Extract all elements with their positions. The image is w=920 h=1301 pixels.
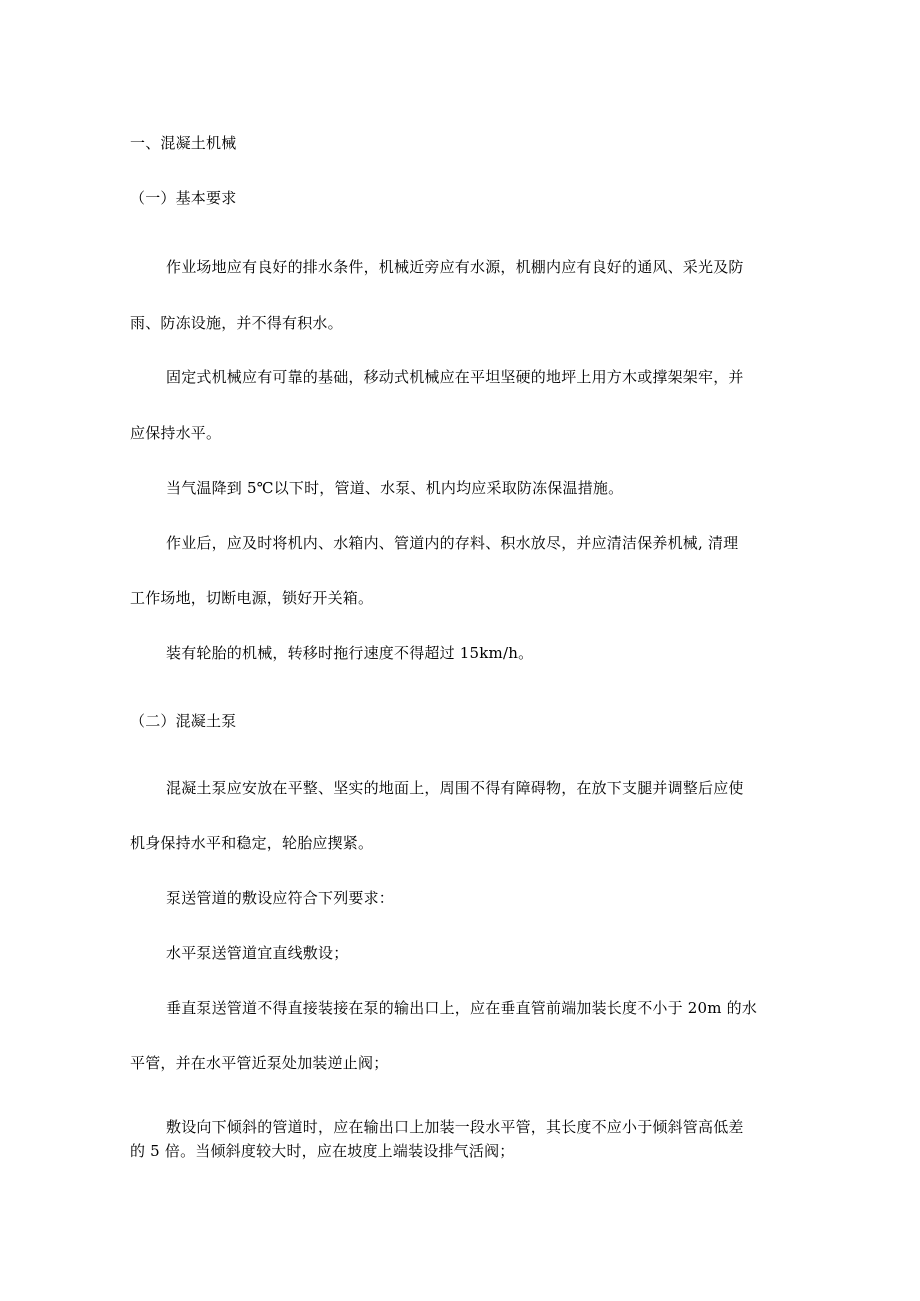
paragraph-line: 作业后，应及时将机内、水箱内、管道内的存料、积水放尽，并应清洁保养机械, 清理: [166, 534, 739, 552]
paragraph-line: 敷设向下倾斜的管道时，应在输出口上加装一段水平管，其长度不应小于倾斜管高低差: [166, 1118, 744, 1136]
paragraph-line: 平管，并在水平管近泵处加装逆止阀；: [130, 1054, 389, 1072]
paragraph-line: 泵送管道的敷设应符合下列要求：: [166, 889, 395, 907]
paragraph-line: 工作场地，切断电源，锁好开关箱。: [130, 589, 374, 607]
paragraph-line: 雨、防冻设施，并不得有积水。: [130, 314, 343, 332]
paragraph-line: 作业场地应有良好的排水条件，机械近旁应有水源，机棚内应有良好的通风、采光及防: [166, 258, 744, 276]
paragraph-line: 当气温降到 5℃以下时，管道、水泵、机内均应采取防冻保温措施。: [166, 479, 624, 497]
paragraph-line: 固定式机械应有可靠的基础，移动式机械应在平坦坚硬的地坪上用方木或撑架架牢，并: [166, 368, 744, 386]
paragraph-line: 水平泵送管道宜直线敷设；: [166, 944, 349, 962]
paragraph-line: 混凝土泵应安放在平整、坚实的地面上，周围不得有障碍物，在放下支腿并调整后应使: [166, 779, 744, 797]
paragraph-line: 的 5 倍。当倾斜度较大时，应在坡度上端装设排气活阀；: [130, 1142, 515, 1160]
subsection-heading-basic-requirements: （一）基本要求: [130, 189, 237, 207]
paragraph-line: 应保持水平。: [130, 424, 222, 442]
paragraph-line: 机身保持水平和稳定，轮胎应揳紧。: [130, 834, 374, 852]
paragraph-line: 装有轮胎的机械，转移时拖行速度不得超过 15km/h。: [166, 644, 534, 662]
section-title: 一、混凝土机械: [130, 134, 237, 152]
paragraph-line: 垂直泵送管道不得直接装接在泵的输出口上，应在垂直管前端加装长度不小于 20m 的水: [166, 999, 758, 1017]
subsection-heading-concrete-pump: （二）混凝土泵: [130, 712, 237, 730]
